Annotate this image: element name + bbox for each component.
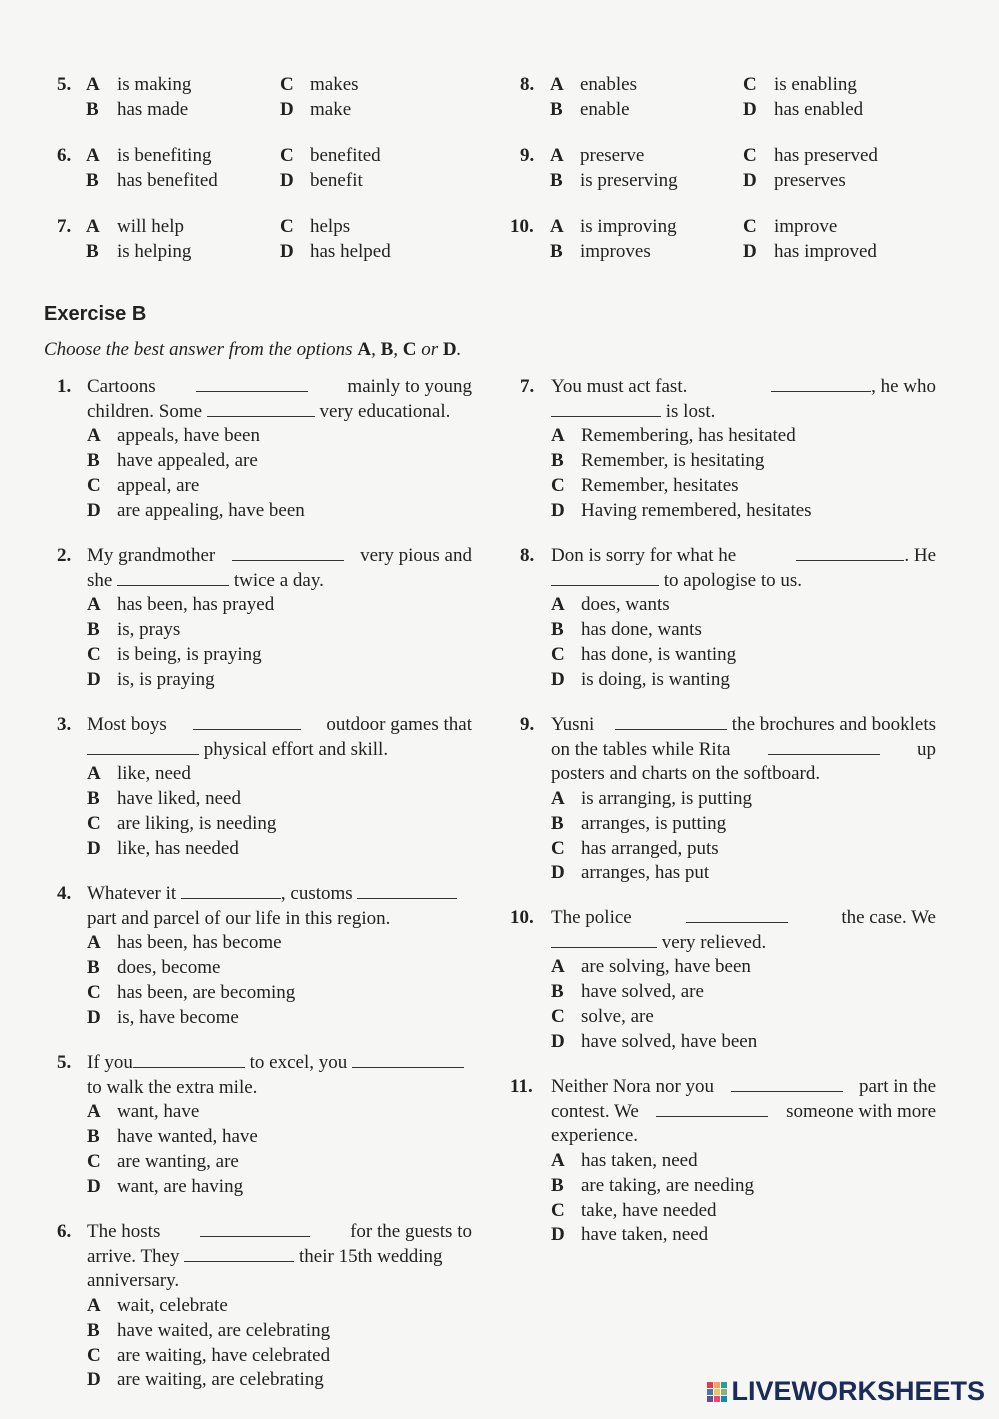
option-letter-a: A — [87, 932, 101, 954]
question-number: 9. — [520, 714, 535, 735]
option-c[interactable]: is being, is praying — [117, 643, 262, 665]
option-c[interactable]: makes — [310, 74, 359, 95]
option-b[interactable]: has done, wants — [581, 619, 702, 641]
question-text: Cartoons — [87, 376, 156, 397]
option-letter-c: C — [87, 474, 101, 496]
option-b[interactable]: have liked, need — [117, 788, 241, 810]
question-text: is lost. — [665, 400, 716, 422]
option-d[interactable]: like, has needed — [117, 837, 239, 859]
option-letter-a: A — [551, 956, 565, 978]
instruction-or: or — [416, 339, 443, 360]
question-line — [87, 376, 472, 398]
logo-grid-cell — [714, 1382, 720, 1388]
question-line — [551, 907, 936, 929]
option-letter-a: A — [87, 763, 101, 785]
question-text: she — [87, 569, 113, 591]
question-text: If you — [87, 1052, 133, 1073]
logo-grid-cell — [721, 1396, 727, 1402]
option-a[interactable]: has been, has prayed — [117, 594, 275, 616]
option-letter-c: C — [551, 837, 565, 859]
question-number: 7. — [57, 216, 72, 237]
question-text: mainly to young — [347, 376, 472, 397]
answer-blank[interactable] — [352, 1052, 464, 1068]
answer-blank[interactable] — [181, 883, 281, 899]
option-d[interactable]: is, is praying — [117, 668, 215, 690]
option-letter-c: C — [280, 216, 294, 237]
option-b[interactable]: is helping — [117, 241, 192, 262]
option-b[interactable]: arranges, is putting — [581, 812, 727, 834]
option-letter-c: C — [87, 981, 101, 1003]
option-d[interactable]: arranges, has put — [581, 862, 710, 884]
option-letter-d: D — [280, 241, 294, 262]
question-segment — [87, 401, 450, 423]
option-a[interactable]: are solving, have been — [581, 956, 751, 978]
question-text: My grandmother — [87, 545, 216, 566]
liveworksheets-logo — [707, 1376, 985, 1407]
option-c[interactable]: solve, are — [581, 1005, 654, 1027]
option-b[interactable]: has made — [117, 99, 189, 120]
question-line — [87, 714, 472, 736]
option-d[interactable]: are waiting, are celebrating — [117, 1369, 324, 1391]
option-c[interactable]: benefited — [310, 145, 381, 166]
option-letter-b: B — [87, 1319, 100, 1341]
logo-grid-cell — [714, 1396, 720, 1402]
option-letter-b: B — [86, 241, 99, 262]
option-letter-d: D — [87, 837, 101, 859]
option-letter-a: A — [86, 145, 100, 166]
option-letter-b: B — [86, 170, 99, 191]
answer-blank[interactable] — [551, 932, 657, 948]
option-c[interactable]: are wanting, are — [117, 1150, 239, 1172]
question-text: very pious and — [360, 545, 472, 566]
option-b[interactable]: improves — [580, 241, 651, 262]
option-a[interactable]: appeals, have been — [117, 425, 260, 447]
answer-blank[interactable] — [193, 714, 301, 730]
question-segment — [87, 883, 457, 905]
option-letter-b: B — [87, 619, 100, 641]
question-text: very educational. — [319, 400, 451, 422]
option-letter-c: C — [280, 74, 294, 95]
answer-blank[interactable] — [87, 739, 199, 755]
question-segment — [87, 1246, 443, 1268]
option-a[interactable]: does, wants — [581, 594, 670, 616]
option-letter-a: A — [551, 594, 565, 616]
option-letter-b: B — [551, 450, 564, 472]
logo-grid-cell — [707, 1396, 713, 1402]
option-letter-a: A — [87, 594, 101, 616]
instruction-letter-c: C — [402, 339, 417, 360]
question-segment — [87, 1052, 464, 1074]
option-letter-c: C — [743, 145, 757, 166]
question-text: Neither Nora nor you — [551, 1076, 715, 1097]
question-text: contest. We — [551, 1100, 639, 1122]
question-segment — [615, 714, 936, 736]
option-d[interactable]: is doing, is wanting — [581, 668, 730, 690]
option-a[interactable]: has taken, need — [581, 1150, 698, 1172]
answer-blank[interactable] — [207, 401, 315, 417]
option-c[interactable]: has preserved — [774, 145, 878, 166]
question-segment — [87, 739, 388, 761]
question-text: , he who — [871, 376, 936, 397]
instruction-letter-b: B — [380, 339, 394, 360]
question-text: . He — [904, 545, 936, 566]
instruction-sep: , — [393, 339, 403, 360]
option-d[interactable]: has enabled — [774, 99, 864, 120]
option-a[interactable]: Remembering, has hesitated — [581, 425, 796, 447]
option-d[interactable]: is, have become — [117, 1006, 239, 1028]
option-letter-a: A — [550, 216, 564, 237]
option-letter-a: A — [550, 145, 564, 166]
option-c[interactable]: improve — [774, 216, 838, 237]
question-line — [551, 739, 936, 761]
option-b[interactable]: does, become — [117, 957, 221, 979]
option-letter-d: D — [743, 170, 757, 191]
option-letter-d: D — [551, 499, 565, 521]
question-number: 8. — [520, 74, 535, 95]
question-text: outdoor games that — [326, 714, 472, 735]
option-letter-d: D — [87, 1369, 101, 1391]
question-text: twice a day. — [233, 569, 324, 591]
instruction-end: . — [456, 339, 462, 360]
question-segment — [771, 376, 936, 398]
option-letter-a: A — [551, 425, 565, 447]
option-a[interactable]: is improving — [580, 216, 677, 237]
question-number: 6. — [57, 145, 72, 166]
option-letter-b: B — [86, 99, 99, 120]
option-letter-d: D — [743, 99, 757, 120]
option-a[interactable]: want, have — [117, 1101, 200, 1123]
question-text: on the tables while Rita — [551, 738, 731, 760]
question-number: 8. — [520, 545, 535, 566]
option-letter-d: D — [551, 1224, 565, 1246]
option-letter-b: B — [551, 981, 564, 1003]
question-line — [551, 1101, 936, 1123]
option-letter-b: B — [550, 170, 563, 191]
option-d[interactable]: Having remembered, hesitates — [581, 499, 812, 521]
exercise-b-instruction — [44, 339, 461, 361]
option-letter-b: B — [87, 1126, 100, 1148]
question-text: someone with more — [786, 1100, 936, 1122]
option-b[interactable]: has benefited — [117, 170, 218, 191]
question-text: to excel, you — [249, 1052, 348, 1073]
question-text: You must act fast. — [551, 376, 688, 397]
question-text: The police — [551, 907, 632, 928]
option-letter-d: D — [551, 1030, 565, 1052]
option-letter-d: D — [551, 668, 565, 690]
instruction-letter-d: D — [442, 339, 457, 360]
question-number: 3. — [57, 714, 72, 735]
question-segment — [796, 545, 936, 567]
question-number: 10. — [510, 216, 534, 237]
option-a[interactable]: enables — [580, 74, 637, 95]
answer-blank[interactable] — [771, 376, 871, 392]
question-line — [551, 376, 936, 398]
answer-blank[interactable] — [184, 1246, 294, 1262]
option-letter-a: A — [551, 1150, 565, 1172]
question-segment — [87, 570, 324, 592]
option-letter-d: D — [280, 170, 294, 191]
option-b[interactable]: have wanted, have — [117, 1126, 258, 1148]
question-line — [551, 714, 936, 736]
option-letter-d: D — [551, 862, 565, 884]
option-letter-d: D — [87, 499, 101, 521]
question-text: the brochures and booklets — [731, 714, 936, 735]
option-letter-c: C — [551, 1005, 565, 1027]
answer-blank[interactable] — [232, 545, 344, 561]
question-text: posters and charts on the softboard. — [551, 763, 821, 785]
option-letter-a: A — [551, 788, 565, 810]
option-letter-c: C — [551, 1199, 565, 1221]
logo-grid-cell — [721, 1382, 727, 1388]
option-letter-b: B — [550, 99, 563, 120]
question-number: 6. — [57, 1221, 72, 1242]
option-c[interactable]: has been, are becoming — [117, 981, 296, 1003]
option-c[interactable]: Remember, hesitates — [581, 474, 739, 496]
instruction-sep: , — [371, 339, 381, 360]
option-c[interactable]: has arranged, puts — [581, 837, 719, 859]
question-number: 4. — [57, 883, 72, 904]
option-a[interactable]: is benefiting — [117, 145, 212, 166]
option-a[interactable]: is making — [117, 74, 192, 95]
question-text: experience. — [551, 1125, 639, 1147]
answer-blank[interactable] — [200, 1221, 310, 1237]
instruction-letter-a: A — [357, 339, 372, 360]
option-letter-c: C — [743, 74, 757, 95]
question-text: Don is sorry for what he — [551, 545, 737, 566]
exercise-b-heading: Exercise B — [44, 303, 147, 325]
question-text: Most boys — [87, 714, 167, 735]
instruction-text: Choose the best answer from the options — [44, 339, 358, 360]
option-a[interactable]: has been, has become — [117, 932, 282, 954]
answer-blank[interactable] — [357, 883, 457, 899]
question-text: The hosts — [87, 1221, 161, 1242]
option-c[interactable]: are waiting, have celebrated — [117, 1344, 331, 1366]
question-text: children. Some — [87, 400, 203, 422]
question-number: 5. — [57, 1052, 72, 1073]
option-c[interactable]: has done, is wanting — [581, 643, 737, 665]
question-text: physical effort and skill. — [203, 738, 389, 760]
option-b[interactable]: is, prays — [117, 619, 181, 641]
logo-grid-cell — [707, 1382, 713, 1388]
option-b[interactable]: Remember, is hesitating — [581, 450, 765, 472]
question-number: 1. — [57, 376, 72, 397]
answer-blank[interactable] — [117, 570, 229, 586]
option-letter-b: B — [87, 788, 100, 810]
option-letter-c: C — [87, 1150, 101, 1172]
option-a[interactable]: wait, celebrate — [117, 1295, 228, 1317]
option-letter-c: C — [87, 812, 101, 834]
question-number: 5. — [57, 74, 72, 95]
option-c[interactable]: appeal, are — [117, 474, 200, 496]
option-b[interactable]: are taking, are needing — [581, 1174, 755, 1196]
option-letter-d: D — [743, 241, 757, 262]
logo-grid-cell — [707, 1389, 713, 1395]
option-d[interactable]: preserves — [774, 170, 846, 191]
question-text: the case. We — [841, 907, 936, 928]
question-text: anniversary. — [87, 1270, 180, 1292]
question-text: Yusni — [551, 714, 595, 735]
option-letter-c: C — [551, 643, 565, 665]
answer-blank[interactable] — [656, 1101, 768, 1117]
logo-grid-icon — [707, 1382, 727, 1402]
option-c[interactable]: helps — [310, 216, 351, 237]
question-text: part in the — [858, 1076, 936, 1097]
option-a[interactable]: preserve — [580, 145, 645, 166]
question-number: 10. — [510, 907, 534, 928]
answer-blank[interactable] — [796, 545, 904, 561]
option-a[interactable]: like, need — [117, 763, 191, 785]
question-text: their 15th wedding — [299, 1245, 443, 1267]
option-d[interactable]: has improved — [774, 241, 877, 262]
option-letter-c: C — [87, 643, 101, 665]
question-text: , customs — [280, 883, 353, 904]
option-letter-b: B — [551, 1174, 564, 1196]
question-number: 7. — [520, 376, 535, 397]
question-text: to walk the extra mile. — [87, 1076, 258, 1098]
answer-blank[interactable] — [615, 714, 727, 730]
option-letter-b: B — [87, 957, 100, 979]
question-segment — [551, 932, 766, 954]
option-letter-a: A — [86, 216, 100, 237]
question-text: for the guests to — [350, 1221, 472, 1242]
option-d[interactable]: want, are having — [117, 1175, 244, 1197]
question-line — [551, 1076, 936, 1098]
question-number: 2. — [57, 545, 72, 566]
logo-grid-cell — [721, 1389, 727, 1395]
logo-grid-cell — [714, 1389, 720, 1395]
answer-blank[interactable] — [686, 907, 788, 923]
option-d[interactable]: has helped — [310, 241, 391, 262]
answer-blank[interactable] — [133, 1052, 245, 1068]
option-d[interactable]: benefit — [310, 170, 363, 191]
option-d[interactable]: make — [310, 99, 352, 120]
option-letter-c: C — [743, 216, 757, 237]
option-letter-a: A — [550, 74, 564, 95]
option-letter-d: D — [87, 1175, 101, 1197]
option-b[interactable]: is preserving — [580, 170, 678, 191]
option-b[interactable]: enable — [580, 99, 630, 120]
option-d[interactable]: have solved, have been — [581, 1030, 758, 1052]
option-letter-a: A — [87, 1295, 101, 1317]
option-letter-b: B — [551, 812, 564, 834]
option-letter-b: B — [551, 619, 564, 641]
answer-blank[interactable] — [731, 1076, 843, 1092]
option-letter-b: B — [550, 241, 563, 262]
question-line — [551, 545, 936, 567]
option-b[interactable]: have waited, are celebrating — [117, 1319, 331, 1341]
answer-blank[interactable] — [551, 401, 661, 417]
question-segment — [551, 401, 715, 423]
option-letter-d: D — [87, 668, 101, 690]
option-letter-c: C — [280, 145, 294, 166]
answer-blank[interactable] — [196, 376, 308, 392]
option-letter-a: A — [86, 74, 100, 95]
option-a[interactable]: is arranging, is putting — [581, 788, 752, 810]
option-c[interactable]: take, have needed — [581, 1199, 717, 1221]
question-text: part and parcel of our life in this region. — [87, 907, 391, 929]
question-text: arrive. They — [87, 1245, 180, 1267]
answer-blank[interactable] — [768, 739, 880, 755]
question-text: very relieved. — [661, 931, 767, 953]
question-segment — [551, 570, 802, 592]
question-text: to apologise to us. — [663, 569, 803, 591]
answer-blank[interactable] — [551, 570, 659, 586]
option-letter-a: A — [87, 1101, 101, 1123]
question-text: Whatever it — [87, 883, 177, 904]
option-d[interactable]: have taken, need — [581, 1224, 709, 1246]
option-c[interactable]: are liking, is needing — [117, 812, 277, 834]
question-line — [87, 1221, 472, 1243]
option-letter-b: B — [87, 450, 100, 472]
question-number: 11. — [510, 1076, 533, 1097]
option-a[interactable]: will help — [117, 216, 185, 237]
option-letter-d: D — [280, 99, 294, 120]
option-d[interactable]: are appealing, have been — [117, 499, 305, 521]
option-c[interactable]: is enabling — [774, 74, 857, 95]
logo-text: LIVEWORKSHEETS — [731, 1376, 985, 1406]
question-line — [87, 545, 472, 567]
question-number: 9. — [520, 145, 535, 166]
option-letter-c: C — [87, 1344, 101, 1366]
option-letter-a: A — [87, 425, 101, 447]
option-letter-d: D — [87, 1006, 101, 1028]
option-letter-c: C — [551, 474, 565, 496]
option-b[interactable]: have appealed, are — [117, 450, 258, 472]
question-text: up — [917, 738, 936, 760]
option-b[interactable]: have solved, are — [581, 981, 704, 1003]
